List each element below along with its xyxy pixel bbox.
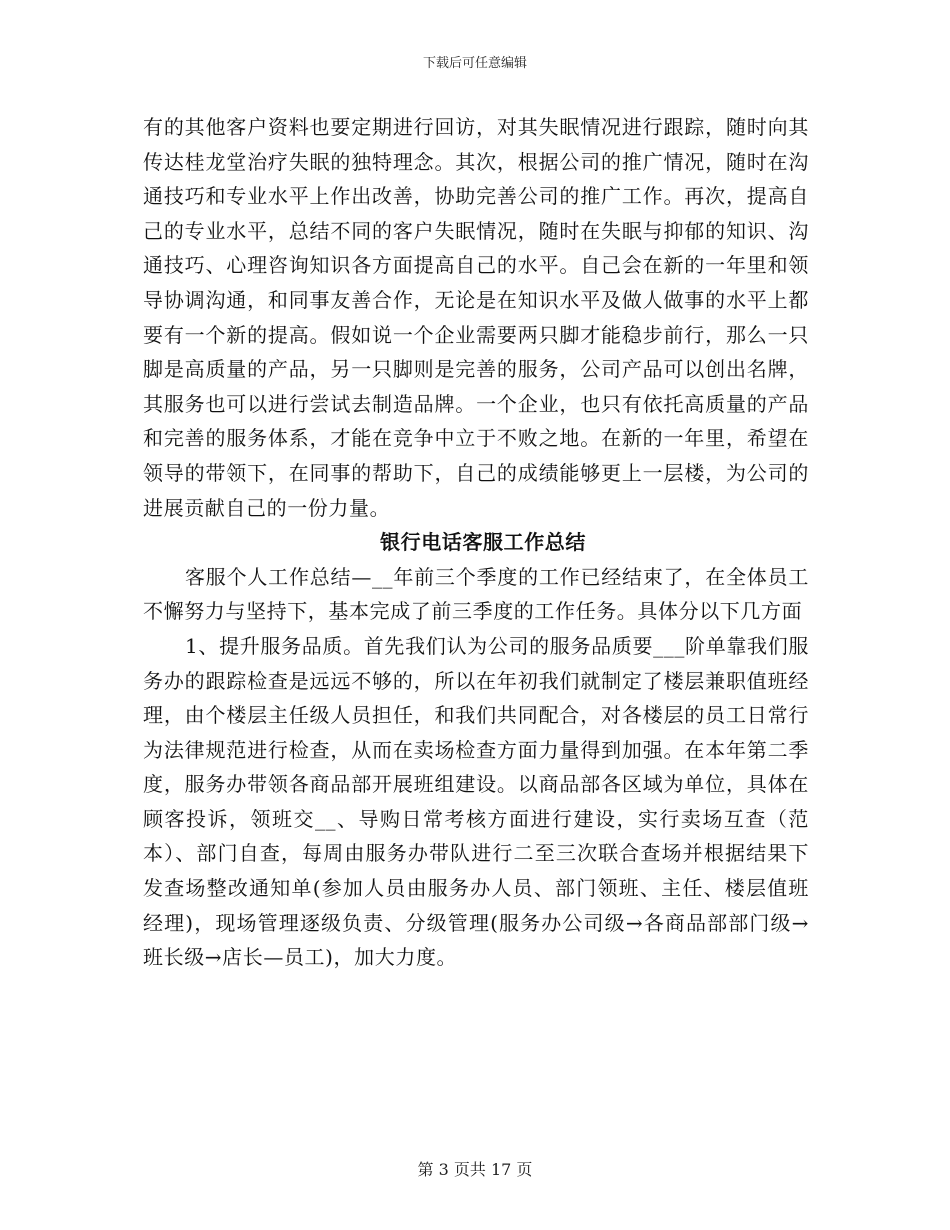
- section-title: 银行电话客服工作总结: [380, 530, 586, 555]
- body-paragraph-3: 1、提升服务品质。首先我们认为公司的服务品质要___阶单靠我们服务办的跟踪检查是远远不够的，所以在年初我们就制定了楼层兼职值班经理，由个楼层主任级人员担任，和我们共同配合，对各楼层的员工日常行为法律规范进行检查，从而在卖场检查方面力量得到加强。在本年第二季度，服务办带领各商品部开展班组建设。以商品部各区域为单位，具体在顾客投诉，领班交__、导购日常考核方面进行建设，实行卖场互查（范本）、部门自查，每周由服务办带队进行二至三次联合查场并根据结果下发查场整改通知单(参加人员由服务办人员、部门领班、主任、楼层值班经理)，现场管理逐级负责、分级管理(服务办公司级→各商品部部门级→班长级→店长—员工)，加大力度。: [143, 633, 809, 970]
- page-header: 下载后可任意编辑: [422, 56, 527, 71]
- body-paragraph-2: 客服个人工作总结—__年前三个季度的工作已经结束了，在全体员工不懈努力与坚持下，基本完成了前三季度的工作任务。具体分以下几方面: [143, 564, 809, 624]
- body-paragraph-1: 有的其他客户资料也要定期进行回访，对其失眠情况进行跟踪，随时向其传达桂龙堂治疗失眠的独特理念。其次，根据公司的推广情况，随时在沟通技巧和专业水平上作出改善，协助完善公司的推广工作。再次，提高自己的专业水平，总结不同的客户失眠情况，随时在失眠与抑郁的知识、沟通技巧、心理咨询知识各方面提高自己的水平。自己会在新的一年里和领导协调沟通，和同事友善合作，无论是在知识水平及做人做事的水平上都要有一个新的提高。假如说一个企业需要两只脚才能稳步前行，那么一只脚是高质量的产品，另一只脚则是完善的服务，公司产品可以创出名牌，其服务也可以进行尝试去制造品牌。一个企业，也只有依托高质量的产品和完善的服务体系，才能在竞争中立于不败之地。在新的一年里，希望在领导的带领下，在同事的帮助下，自己的成绩能够更上一层楼，为公司的进展贡献自己的一份力量。: [143, 115, 809, 520]
- page-footer: 第 3 页共 17 页: [417, 1160, 533, 1179]
- document-body: [143, 110, 809, 975]
